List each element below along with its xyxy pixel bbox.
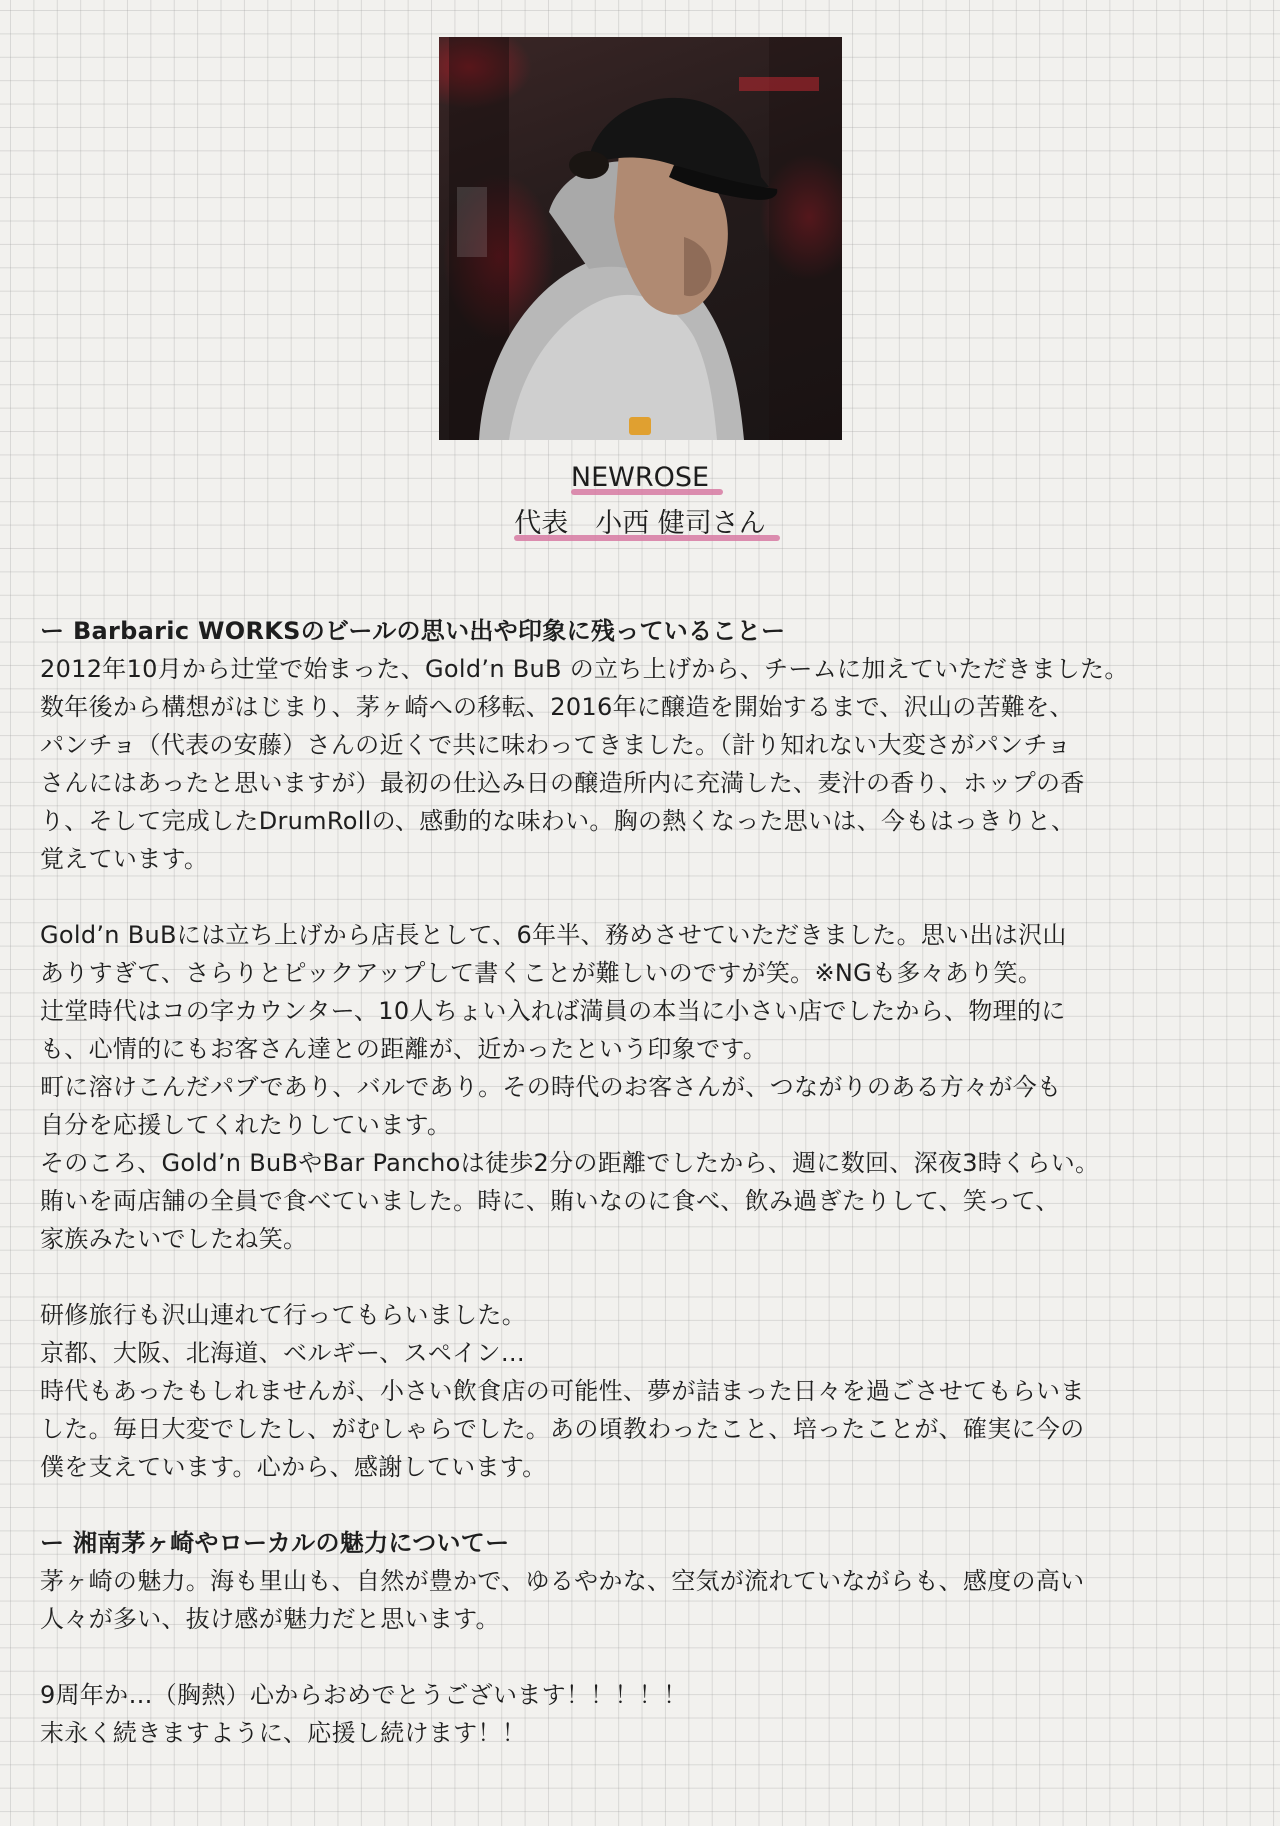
answer-paragraph (40, 916, 1250, 1258)
paragraph-gap (40, 1258, 1250, 1296)
paragraph-line: 末永く続きますように、応援し続けます！！ (40, 1719, 526, 1747)
paragraph-gap (40, 1486, 1250, 1524)
paragraph-line: も、心情的にもお客さん達との距離が、近かったという印象です。 (40, 1035, 768, 1063)
paragraph-line: 家族みたいでしたね笑。 (40, 1225, 308, 1253)
paragraph-line: 2012年10月から辻堂で始まった、Gold’n BuB の立ち上げから、チームに加えていただきました。 (40, 655, 1129, 683)
question-heading: ー Barbaric WORKSのビールの思い出や印象に残っていることー (40, 617, 786, 645)
paragraph-line: 覚えています。 (40, 845, 209, 873)
paragraph-line: 研修旅行も沢山連れて行ってもらいました。 (40, 1301, 526, 1329)
interview-article (40, 612, 1250, 1752)
paragraph-gap (40, 1638, 1250, 1676)
paragraph-line: 自分を応援してくれたりしています。 (40, 1111, 452, 1139)
portrait-photo (439, 37, 842, 440)
paragraph-line: 時代もあったもしれませんが、小さい飲食店の可能性、夢が詰まった日々を過ごさせてもらいま (40, 1377, 1085, 1405)
shop-name: NEWROSE (565, 458, 715, 498)
paragraph-line: 僕を支えています。心から、感謝しています。 (40, 1453, 547, 1481)
question-heading: ー 湘南茅ヶ崎やローカルの魅力についてー (40, 1529, 510, 1557)
paragraph-line: 京都、大阪、北海道、ベルギー、スペイン… (40, 1339, 526, 1367)
paragraph-line: そのころ、Gold’n BuBやBar Panchoは徒歩2分の距離でしたから、週に数回、深夜3時くらい。 (40, 1149, 1100, 1177)
answer-paragraph (40, 1562, 1250, 1638)
closing-paragraph (40, 1676, 1250, 1752)
paragraph-line: 辻堂時代はコの字カウンター、10人ちょい入れば満員の本当に小さい店でしたから、物理的に (40, 997, 1066, 1025)
paragraph-line: 町に溶けこんだパブであり、バルであり。その時代のお客さんが、つながりのある方々が今も (40, 1073, 1062, 1101)
person-name: 代表 小西 健司さん (508, 504, 772, 544)
answer-paragraph (40, 650, 1250, 878)
paragraph-line: した。毎日大変でしたし、がむしゃらでした。あの頃教わったこと、培ったことが、確実に今の (40, 1415, 1085, 1443)
portrait-illustration (439, 37, 842, 440)
paragraph-line: 人々が多い、抜け感が魅力だと思います。 (40, 1605, 500, 1633)
profile-name-block (0, 458, 1280, 550)
paragraph-line: 9周年か…（胸熱）心からおめでとうございます！！！！！ (40, 1681, 688, 1709)
paragraph-line: パンチョ（代表の安藤）さんの近くで共に味わってきました。（計り知れない大変さがパンチョ (40, 731, 1072, 759)
paragraph-line: 賄いを両店舗の全員で食べていました。時に、賄いなのに食べ、飲み過ぎたりして、笑って、 (40, 1187, 1060, 1215)
paragraph-line: ありすぎて、さらりとピックアップして書くことが難しいのですが笑。※NGも多々あり笑。 (40, 959, 1043, 987)
paragraph-line: 数年後から構想がはじまり、茅ヶ崎への移転、2016年に醸造を開始するまで、沢山の苦難を、 (40, 693, 1074, 721)
answer-paragraph (40, 1296, 1250, 1486)
paragraph-gap (40, 878, 1250, 916)
paragraph-line: Gold’n BuBには立ち上げから店長として、6年半、務めさせていただきました。思い出は沢山 (40, 921, 1067, 949)
paragraph-line: 茅ヶ崎の魅力。海も里山も、自然が豊かで、ゆるやかな、空気が流れていながらも、感度の高い (40, 1567, 1085, 1595)
paragraph-line: さんにはあったと思いますが）最初の仕込み日の醸造所内に充満した、麦汁の香り、ホップの香 (40, 769, 1085, 797)
paragraph-line: り、そして完成したDrumRollの、感動的な味わい。胸の熱くなった思いは、今もはっきりと、 (40, 807, 1076, 835)
